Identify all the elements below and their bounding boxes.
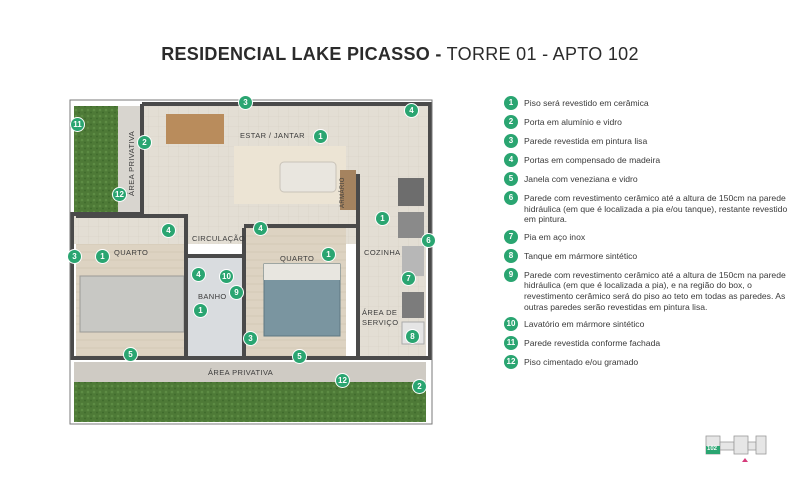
plan-marker-9: 9 [230,286,243,299]
title-bold: RESIDENCIAL LAKE PICASSO - [161,44,442,64]
bed-left [80,276,184,332]
legend-text: Parede revestida conforme fachada [524,338,661,349]
room-area-servico-1: ÁREA DE [362,308,398,317]
room-quarto-left: QUARTO [114,248,149,257]
legend-number: 10 [504,317,518,331]
page-title [0,44,800,65]
room-estar-jantar: ESTAR / JANTAR [240,131,305,140]
legend-number: 12 [504,355,518,369]
dining-table [166,114,224,144]
plan-marker-1: 1 [194,304,207,317]
room-quarto-right: QUARTO [280,254,315,263]
legend-number: 7 [504,230,518,244]
fridge [398,178,424,206]
room-area-privativa-side: ÁREA PRIVATIVA [127,130,136,196]
legend-number: 4 [504,153,518,167]
legend-text: Parede revestida em pintura lisa [524,136,648,146]
plan-marker-5: 5 [124,348,137,361]
legend-item [504,230,794,244]
legend-item [504,191,794,225]
legend-text: Porta em alumínio e vidro [524,117,622,127]
plan-marker-4: 4 [254,222,267,235]
legend-number: 3 [504,134,518,148]
legend [504,96,794,369]
legend-text: Janela com veneziana e vidro [524,174,638,184]
room-cozinha: COZINHA [364,248,401,257]
plan-marker-4: 4 [162,224,175,237]
room-area-servico-2: SERVIÇO [362,318,399,327]
legend-text: Tanque em mármore sintético [524,250,638,261]
legend-text: Parede com revestimento cerâmico até a altura de 150cm na parede hidráulica (em que é localizada a pia), e na região do box, o revestimento cerâmico será do piso ao teto em todas as paredes. As outras paredes serão revestidas em pintura lisa. [524,269,786,312]
room-circulacao: CIRCULAÇÃO [192,234,246,243]
plan-marker-5: 5 [293,350,306,363]
legend-number: 9 [504,268,518,282]
plan-marker-4: 4 [192,268,205,281]
legend-item [504,172,794,186]
legend-text: Parede com revestimento cerâmico até a altura de 150cm na parede hidráulica (em que é localizada a pia e/ou tanque), restante revestido em pintura. [524,193,788,225]
room-armario: ARMÁRIO [340,177,346,208]
legend-text: Piso cimentado e/ou gramado [524,357,639,368]
legend-item [504,268,794,312]
legend-item [504,115,794,129]
title-normal: TORRE 01 - APTO 102 [446,44,639,64]
plan-marker-12: 12 [113,188,126,201]
legend-item [504,317,794,331]
room-area-privativa-bottom: ÁREA PRIVATIVA [208,368,274,377]
plan-marker-10: 10 [220,270,233,283]
plan-marker-1: 1 [322,248,335,261]
key-plan [704,432,768,468]
plan-marker-3: 3 [68,250,81,263]
plan-marker-3: 3 [239,96,252,109]
legend-item [504,355,794,369]
legend-item [504,249,794,263]
floor-plan [68,96,434,426]
key-plan-pointer [742,458,748,462]
legend-number: 11 [504,336,518,350]
plan-marker-6: 6 [422,234,435,247]
legend-text: Piso será revestido em cerâmica [524,98,649,108]
room-banho: BANHO [198,292,227,301]
washer [402,292,424,318]
legend-number: 2 [504,115,518,129]
sofa [280,162,336,192]
plan-marker-2: 2 [138,136,151,149]
legend-text: Lavatório em mármore sintético [524,319,645,330]
plan-marker-11: 11 [71,118,84,131]
legend-item [504,336,794,350]
legend-item [504,134,794,148]
plan-marker-3: 3 [244,332,257,345]
plan-marker-4: 4 [405,104,418,117]
legend-number: 6 [504,191,518,205]
plan-marker-1: 1 [96,250,109,263]
plan-marker-8: 8 [406,330,419,343]
bed-right-pillows [264,264,340,280]
legend-item [504,153,794,167]
stove [398,212,424,238]
plan-marker-1: 1 [314,130,327,143]
plan-marker-1: 1 [376,212,389,225]
legend-number: 1 [504,96,518,110]
plan-marker-7: 7 [402,272,415,285]
plan-marker-2: 2 [413,380,426,393]
legend-number: 8 [504,249,518,263]
key-plan-unit-label: 102 [707,446,718,452]
legend-text: Portas em compensado de madeira [524,155,661,165]
legend-text: Pia em aço inox [524,231,586,242]
plan-marker-12: 12 [336,374,349,387]
legend-item [504,96,794,110]
legend-number: 5 [504,172,518,186]
